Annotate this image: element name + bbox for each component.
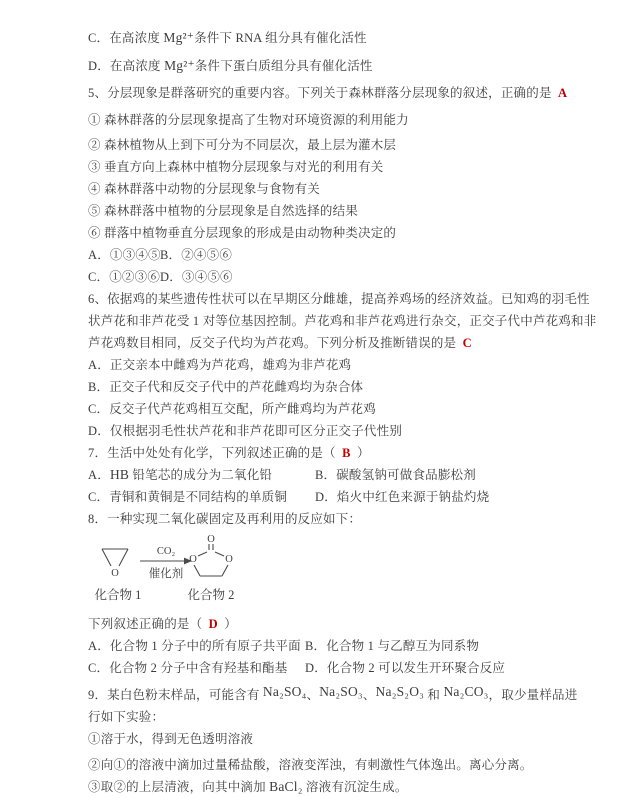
text-segment: 7．生活中处处有化学，下列叙述正确的是（ (88, 446, 340, 460)
q6-option-b: B．正交子代和反交子代中的芦花雌鸡均为杂合体 (88, 380, 364, 394)
q8-option-d: D．化合物 2 可以发生开环聚合反应 (305, 661, 506, 675)
q5-choices-row-1 (88, 244, 641, 266)
q9-step-3 (88, 776, 641, 798)
reaction-scheme-figure (88, 533, 268, 609)
chemical-formula: Na₂CO₃ (443, 684, 489, 699)
q8-reaction-diagram (88, 530, 641, 613)
q9-step-1: ①溶于水，得到无色透明溶液 (88, 732, 254, 746)
q5-item-6: ⑥ 群落中植物垂直分层现象的形成是由动物种类决定的 (88, 226, 397, 240)
oxygen-atom-label: O (111, 568, 119, 579)
q6-stem-line-2: 状芦花和非芦花受 1 对等位基因控制。芦花鸡和非芦花鸡进行杂交，正交子代中芦花鸡和非 (88, 314, 597, 328)
chemical-formula: BaCl₂ (269, 779, 303, 794)
text-segment: 、 (306, 688, 320, 702)
q6-option-d: D．仅根据羽毛性状芦花和非芦花即可区分正交子代性别 (88, 424, 403, 438)
q5-item-2: ② 森林植物从上到下可分为不同层次，最上层为灌木层 (88, 138, 397, 152)
q9-step-2: ②向①的溶液中滴加过量稀盐酸，溶液变浑浊，有刺激性气体逸出。离心分离。 (88, 758, 533, 772)
q5-choice-d: D．③④⑤⑥ (160, 270, 233, 284)
q7-options-row-1 (88, 464, 641, 486)
answer-letter: B (342, 446, 351, 460)
text-segment: 、 (362, 688, 376, 702)
ring-oxygen-left-label: O (189, 554, 197, 565)
co2-label: CO₂ (156, 546, 176, 557)
q7-options-row-2 (88, 486, 641, 508)
q5-item-1: ① 森林群落的分层现象提高了生物对环境资源的利用能力 (88, 113, 409, 127)
chemical-formula: HB (109, 467, 130, 482)
text-segment: D．在高浓度 (88, 59, 165, 73)
cyclic-carbonate-structure (189, 534, 233, 576)
question-7 (88, 442, 641, 508)
question-5 (88, 80, 641, 288)
answer-letter: A (557, 86, 568, 100)
answer-letter: C (462, 336, 472, 350)
question-6 (88, 288, 641, 442)
q8-option-c: C．化合物 2 分子中含有羟基和酯基 (88, 661, 288, 675)
q8-stem: 8．一种实现二氧化碳固定及再利用的反应如下： (88, 512, 362, 526)
q9-stem-line-2: 行如下实验： (88, 710, 165, 724)
q5-item-5: ⑤ 森林群落中植物的分层现象是自然选择的结果 (88, 204, 359, 218)
text-segment: A． (88, 468, 110, 482)
q7-option-b: B．碳酸氢钠可做食品膨松剂 (315, 468, 476, 482)
q5-choice-a: A．①③④⑤ (88, 248, 161, 262)
chemical-formula: Na₂S₂O₃ (375, 684, 425, 699)
answer-letter: D (208, 617, 218, 631)
text-segment: 条件下蛋白质组分具有催化活性 (194, 59, 373, 73)
text-segment: ） (353, 446, 370, 460)
q8-option-a: A．化合物 1 分子中的所有原子共平面 (88, 639, 301, 653)
q6-option-a: A．正交亲本中雌鸡为芦花鸡，雄鸡为非芦花鸡 (88, 358, 352, 372)
text-segment: ，取少量样品进 (488, 688, 578, 702)
q7-option-a (88, 464, 315, 486)
q8-options-row-2 (88, 657, 641, 679)
text-segment: 条件下 RNA 组分具有催化活性 (194, 31, 367, 45)
text-segment: 下列叙述正确的是（ (88, 617, 206, 631)
text-segment: 5、分层现象是群落研究的重要内容。下列关于森林群落分层现象的叙述，正确的是 (88, 86, 555, 100)
q5-choice-b: B．②④⑤⑥ (160, 248, 233, 262)
q4-option-d (88, 52, 641, 80)
carbonyl-oxygen-label: O (207, 534, 215, 545)
q5-item-3: ③ 垂直方向上森林中植物分层现象与对光的利用有关 (88, 160, 384, 174)
question-8 (88, 508, 641, 679)
q6-stem-line-1: 6、依据鸡的某些遗传性状可以在早期区分雌雄，提高养鸡场的经济效益。已知鸡的羽毛性 (88, 292, 590, 306)
q6-stem-line-3 (88, 332, 641, 354)
text-segment: 芦花鸡数目相同，反交子代均为芦花鸡。下列分析及推断错误的是 (88, 336, 460, 350)
q7-stem (88, 442, 641, 464)
q7-option-d: D．焰火中红色来源于钠盐灼烧 (315, 490, 490, 504)
q8-option-b: B．化合物 1 与乙醇互为同系物 (305, 639, 480, 653)
question-9 (88, 684, 641, 798)
text-segment: 溶液有沉淀生成。 (302, 780, 408, 794)
q7-option-c: C．青铜和黄铜是不同结构的单质铜 (88, 490, 288, 504)
text-segment: 和 (424, 688, 444, 702)
q8-options-row-1 (88, 635, 641, 657)
q6-option-c: C．反交子代芦花鸡相互交配，所产雌鸡均为芦花鸡 (88, 402, 376, 416)
q5-stem (88, 80, 641, 107)
q8-substem (88, 613, 641, 635)
chemical-formula: Mg²⁺ (163, 30, 195, 45)
text-segment: C．在高浓度 (88, 31, 164, 45)
chemical-formula: Mg²⁺ (164, 58, 195, 73)
q5-choices-row-2 (88, 266, 641, 288)
epoxide-structure (102, 549, 128, 579)
text-segment: ③取②的上层清液，向其中滴加 (88, 780, 270, 794)
ring-oxygen-right-label: O (225, 554, 233, 565)
compound2-label: 化合物 2 (187, 588, 235, 602)
reaction-arrow (140, 546, 192, 580)
q4-option-c (88, 24, 641, 52)
q5-item-4: ④ 森林群落中动物的分层现象与食物有关 (88, 182, 320, 196)
chemical-formula: Na₂SO₄ (262, 684, 307, 699)
chemical-formula: Na₂SO₃ (319, 684, 363, 699)
q9-stem-line-1 (88, 684, 641, 706)
catalyst-label: 催化剂 (148, 568, 184, 580)
q5-choice-c: C．①②③⑥ (88, 270, 161, 284)
text-segment: 铅笔芯的成分为二氧化铅 (129, 468, 273, 482)
text-segment: ） (220, 617, 237, 631)
compound1-label: 化合物 1 (94, 588, 142, 602)
text-segment: 9．某白色粉末样品，可能含有 (88, 688, 263, 702)
